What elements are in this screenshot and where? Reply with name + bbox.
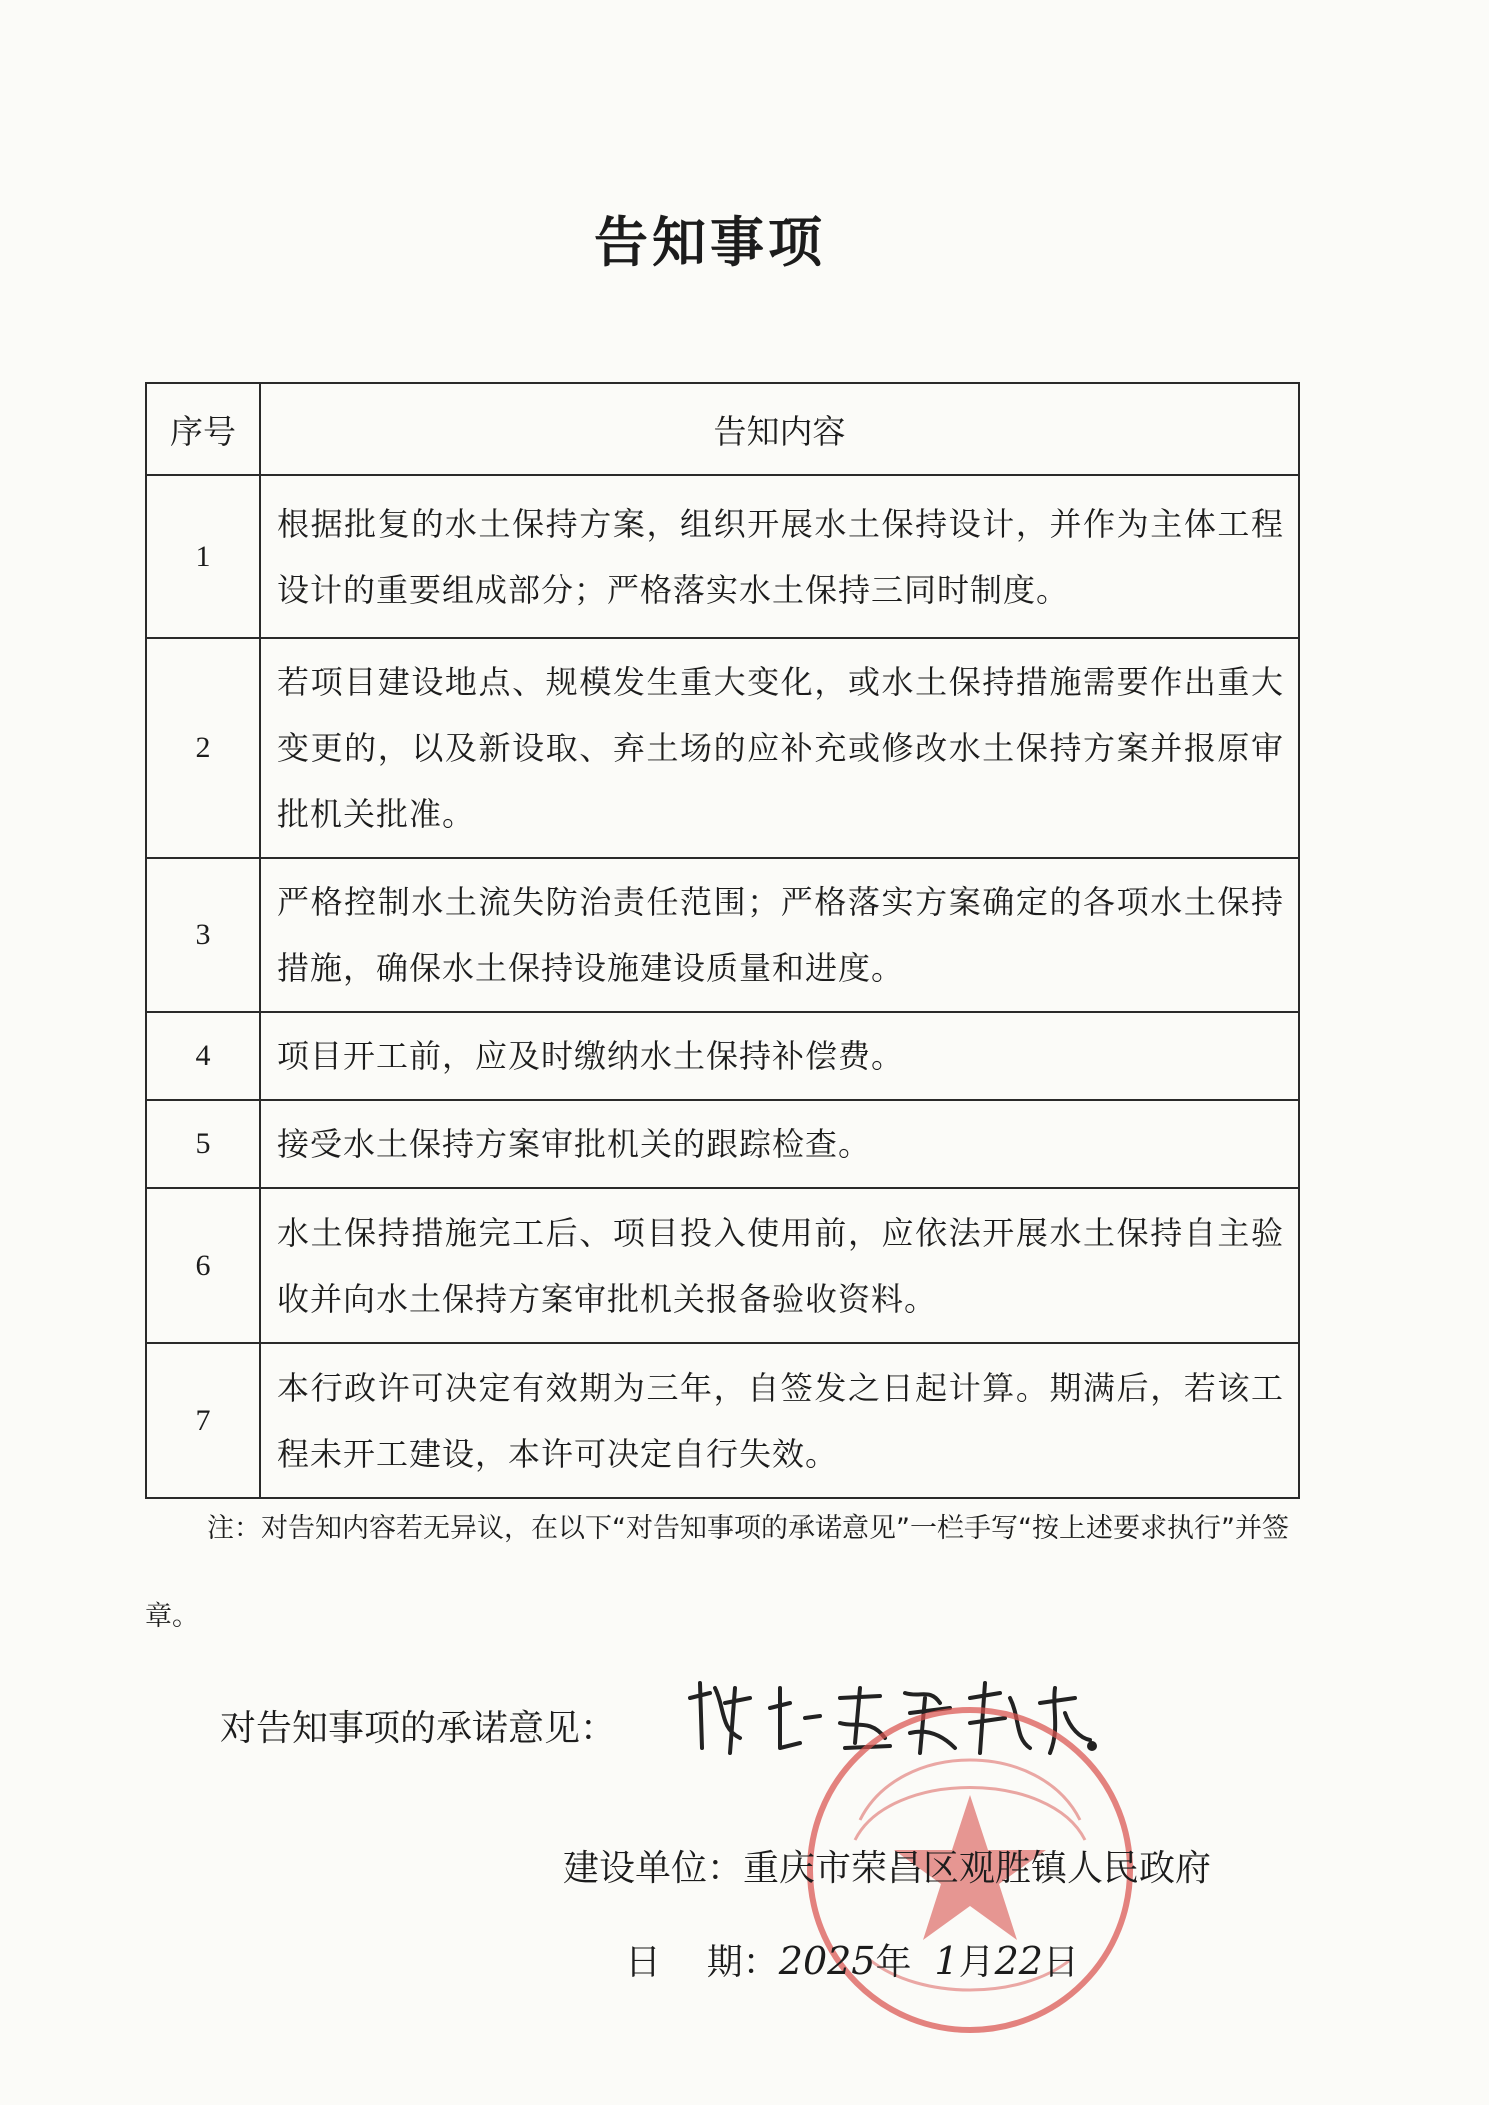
date-year: 2025	[778, 1939, 876, 1983]
date-month: 1	[934, 1939, 959, 1983]
row-text: 水土保持措施完工后、项目投入使用前，应依法开展水土保持自主验收并向水土保持方案审批机关报备验收资料。	[260, 1188, 1299, 1343]
row-no: 5	[146, 1100, 260, 1188]
date-label: 日 期：	[625, 1942, 779, 1983]
table-row	[146, 1188, 1299, 1343]
date-month-unit: 月	[958, 1942, 995, 1983]
note-text	[145, 1485, 1295, 1661]
table-row	[146, 638, 1299, 858]
table-row	[146, 1343, 1299, 1498]
date-line	[625, 1934, 1079, 1985]
table-row	[146, 1012, 1299, 1100]
row-text: 接受水土保持方案审批机关的跟踪检查。	[260, 1100, 1299, 1188]
row-text: 本行政许可决定有效期为三年，自签发之日起计算。期满后，若该工程未开工建设，本许可决定自行失效。	[260, 1343, 1299, 1498]
row-no: 6	[146, 1188, 260, 1343]
table-row	[146, 1100, 1299, 1188]
header-content: 告知内容	[260, 383, 1299, 475]
commitment-label: 对告知事项的承诺意见：	[220, 1708, 617, 1749]
table-row	[146, 475, 1299, 638]
date-day: 22	[994, 1939, 1043, 1983]
row-text: 严格控制水土流失防治责任范围；严格落实方案确定的各项水土保持措施，确保水土保持设施建设质量和进度。	[260, 858, 1299, 1012]
notice-table	[145, 382, 1300, 1499]
row-text: 根据批复的水土保持方案，组织开展水土保持设计，并作为主体工程设计的重要组成部分；严格落实水土保持三同时制度。	[260, 475, 1299, 638]
date-day-unit: 日	[1042, 1942, 1079, 1983]
date-year-unit: 年	[875, 1942, 912, 1983]
unit-label: 建设单位：	[563, 1848, 744, 1889]
table-row	[146, 858, 1299, 1012]
table-header-row	[146, 383, 1299, 475]
row-no: 2	[146, 638, 260, 858]
note-content: 注：对告知内容若无异议，在以下“对告知事项的承诺意见”一栏手写“按上述要求执行”并签章。	[145, 1513, 1289, 1632]
row-no: 4	[146, 1012, 260, 1100]
row-no: 1	[146, 475, 260, 638]
row-no: 3	[146, 858, 260, 1012]
header-no: 序号	[146, 383, 260, 475]
page-title: 告知事项	[594, 211, 826, 274]
row-text: 若项目建设地点、规模发生重大变化，或水土保持措施需要作出重大变更的，以及新设取、弃土场的应补充或修改水土保持方案并报原审批机关批准。	[260, 638, 1299, 858]
construction-unit	[563, 1840, 1211, 1891]
row-text: 项目开工前，应及时缴纳水土保持补偿费。	[260, 1012, 1299, 1100]
row-no: 7	[146, 1343, 260, 1498]
unit-name: 重庆市荣昌区观胜镇人民政府	[743, 1848, 1212, 1889]
